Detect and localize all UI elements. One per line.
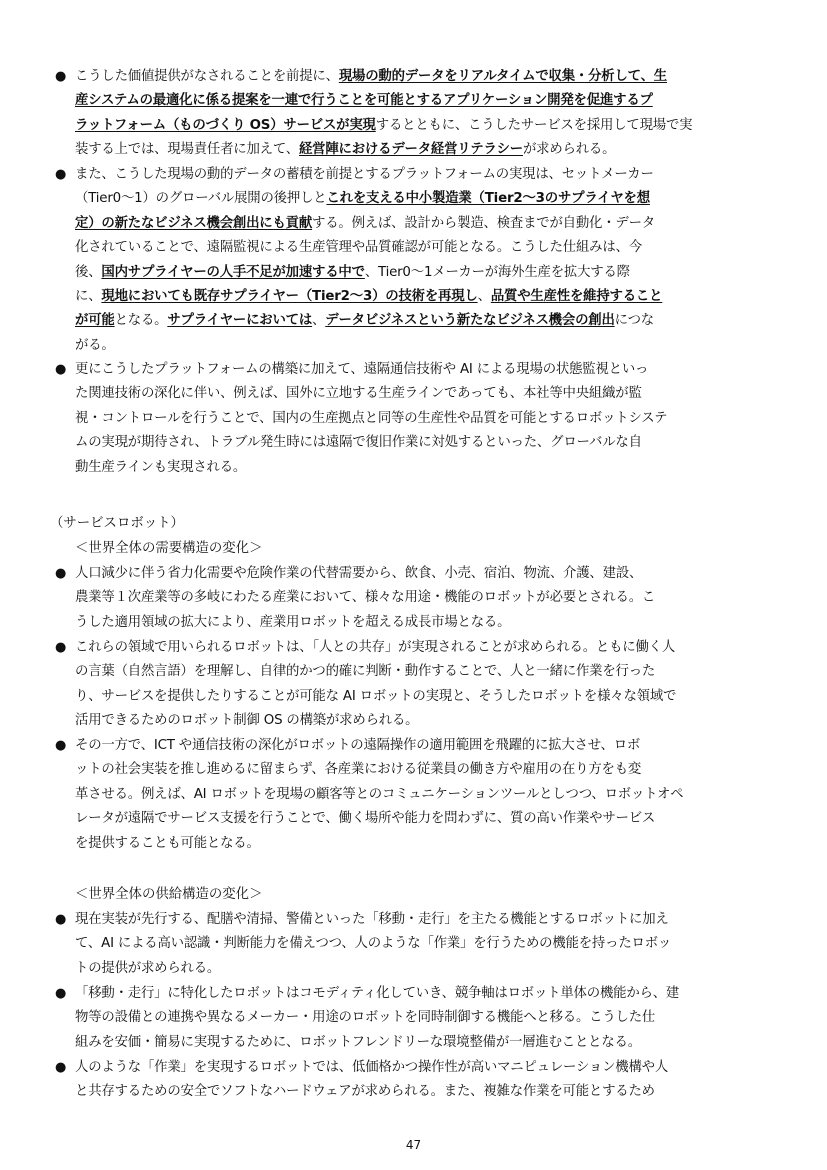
text-line [75,212,775,236]
text-line [75,611,775,635]
bullet-paragraph-remote-monitoring [55,358,775,480]
body-text: これらの領域で用いられるロボットは、「人との共存」が実現されることが求められる。ともに働く人 [75,640,676,655]
body-text: 農業等１次産業等の多岐にわたる産業において、様々な用途・機能のロボットが必要とされる。こ [75,590,656,606]
body-text: と共存するための安全でソフトなハードウェアが求められる。また、複雑な作業を可能とするため [75,1084,655,1100]
body-text: 、 [477,288,491,304]
page-number: 47 [405,1138,422,1152]
bullet-icon: ● [55,986,67,1001]
text-line [75,114,775,138]
body-text: 活用できるためのロボット制御 OS の構築が求められる。 [75,713,419,729]
text-line [75,685,775,709]
body-text: 視・コントロールを行うことで、国内の生産拠点と同等の生産性や品質を可能とするロボットシステ [75,410,668,426]
emphasized-text: 国内サプライヤーの人手不足が加速する中で [101,264,365,280]
emphasized-text: 品質や生産性を維持すること [490,288,663,304]
subheading-supply-structure: ＜世界全体の供給構造の変化＞ [75,887,263,902]
emphasized-text: が可能 [75,313,115,329]
bullet-paragraph-labor-saving [55,562,775,635]
body-text: 現在実装が先行する、配膳や清掃、警備といった「移動・走行」を主たる機能とするロボットに加え [75,912,669,927]
body-text: の言葉（自然言語）を理解し、自律的かつ的確に判断・動作することで、人と一緒に作業を行った [75,664,656,680]
emphasized-text: これを支える中小製造業（Tier2～3のサプライヤを想 [326,191,650,207]
text-line [75,832,775,856]
text-line [75,138,775,162]
body-text: に、 [75,288,102,304]
bullet-paragraph-coexistence [55,636,775,734]
text-line [75,187,775,211]
body-text: ットの社会実装を推し進めるに留まらず、各産業における従業員の働き方や雇用の在り方をも変 [75,762,642,778]
body-text: り、サービスを提供したりすることが可能な AI ロボットの実現と、そうしたロボットを様々な領域で [75,688,677,704]
bullet-icon: ● [55,566,67,581]
text-line [75,1031,775,1055]
text-line [75,309,775,333]
body-text: 人のような「作業」を実現するロボットでは、低価格かつ操作性が高いマニピュレーション機構や人 [75,1060,669,1075]
body-text: 「移動・走行」に特化したロボットはコモディティ化していき、競争軸はロボット単体の機能から、建 [75,986,680,1001]
body-text: 動生産ラインも実現される。 [75,459,247,475]
bullet-paragraph-work-robots [55,908,775,981]
body-text: 人口減少に伴う省力化需要や危険作業の代替需要から、飲食、小売、宿泊、物流、介護、建設、 [75,566,643,581]
body-text: を提供することも可能となる。 [75,835,260,851]
body-text: た関連技術の深化に伴い、例えば、国外に立地する生産ラインであっても、本社等中央組織が監 [75,386,642,402]
body-text: がる。 [75,337,115,353]
body-text: 装する上では、現場責任者に加えて、 [75,142,299,158]
text-line [75,807,775,831]
body-text: トの提供が求められる。 [75,960,221,976]
text-line [75,65,775,89]
bullet-icon: ● [55,912,67,927]
body-text: につな [614,313,654,329]
body-text: その一方で、ICT や通信技術の深化がロボットの遠隔操作の適用範囲を飛躍的に拡大させ、ロボ [75,738,641,753]
body-text: て、AI による高い認識・判断能力を備えつつ、人のような「作業」を行うための機能を持ったロボッ [75,936,672,952]
text-line [75,932,775,956]
text-line [75,334,775,358]
text-line [75,1006,775,1030]
text-line [75,1056,775,1080]
bullet-icon: ● [55,362,67,377]
bullet-icon: ● [55,167,67,182]
body-text: するとともに、こうしたサービスを採用して現場で実 [375,117,693,133]
emphasized-text: 経営陣におけるデータ経営リテラシー [298,142,523,158]
text-line [75,285,775,309]
emphasized-text: 現地においても既存サプライヤー（Tier2～3）の技術を再現し [101,288,478,304]
body-text: 革させる。例えば、AI ロボットを現場の顧客等とのコミュニケーションツールとしつつ、ロボットオペ [75,786,684,802]
text-line [75,163,775,187]
bullet-icon: ● [55,1060,67,1075]
text-line [75,709,775,733]
body-text: 更にこうしたプラットフォームの構築に加えて、遠隔通信技術や AI による現場の状態監視といっ [75,362,649,377]
body-text: （Tier0～1）のグローバル展開の後押しと [75,191,327,207]
text-line [75,358,775,382]
body-text: する。例えば、設計から製造、検査までが自動化・データ [312,215,655,231]
text-line [75,89,775,113]
bullet-icon: ● [55,69,67,84]
bullet-paragraph-platform-service [55,65,775,163]
emphasized-text: 産システムの最適化に係る提案を一連で行うことを可能とするアプリケーション開発を促進するプ [75,93,653,109]
body-text: レータが遠隔でサービス支援を行うことで、働く場所や能力を問わずに、質の高い作業やサービス [75,811,656,827]
text-line [75,783,775,807]
body-text: 、Tier0～1メーカーが海外生産を拡大する際 [364,264,630,280]
bullet-paragraph-sme-business [55,163,775,358]
text-line [75,236,775,260]
body-text: となる。 [114,313,168,329]
body-text: うした適用領域の拡大により、産業用ロボットを超える成長市場となる。 [75,614,511,630]
bullet-paragraph-commoditization [55,982,775,1055]
bullet-paragraph-remote-operation [55,734,775,856]
text-line [75,456,775,480]
emphasized-text: 現場の動的データをリアルタイムで収集・分析して、生 [338,69,667,84]
body-text: ムの実現が期待され、トラブル発生時には遠隔で復旧作業に対処するといった、グローバルな自 [75,435,642,451]
text-line [75,660,775,684]
body-text: が求められる。 [522,142,616,158]
text-line [75,636,775,660]
text-line [75,982,775,1006]
text-line [75,1080,775,1104]
emphasized-text: サプライヤーにおいては [167,313,313,329]
text-line [75,431,775,455]
body-text: 物等の設備との連携や異なるメーカー・用途のロボットを同時制御する機能へと移る。こうした仕 [75,1010,656,1026]
body-text: また、こうした現場の動的データの蓄積を前提とするプラットフォームの実現は、セットメーカー [75,167,654,182]
text-line [75,562,775,586]
emphasized-text: 定）の新たなビジネス機会創出にも貢献 [75,215,313,231]
bullet-paragraph-manipulation [55,1056,775,1105]
body-text: 化されていることで、遠隔監視による生産管理や品質確認が可能となる。こうした仕組みは、今 [75,240,642,256]
body-text: 組みを安価・簡易に実現するために、ロボットフレンドリーな環境整備が一層進むこととなる。 [75,1034,641,1050]
text-line [75,957,775,981]
body-text: 後、 [75,264,102,280]
bullet-icon: ● [55,640,67,655]
bullet-icon: ● [55,738,67,753]
subheading-demand-structure: ＜世界全体の需要構造の変化＞ [75,541,263,556]
text-line [75,586,775,610]
body-text: 、 [312,313,326,329]
emphasized-text: ラットフォーム（ものづくり OS）サービスが実現 [75,117,376,133]
section-heading-service-robot: （サービスロボット） [50,516,184,531]
body-text: こうした価値提供がなされることを前提に、 [75,69,339,84]
text-line [75,734,775,758]
text-line [75,382,775,406]
text-line [75,758,775,782]
text-line [75,261,775,285]
emphasized-text: データビジネスという新たなビジネス機会の創出 [325,313,615,329]
text-line [75,908,775,932]
text-line [75,407,775,431]
